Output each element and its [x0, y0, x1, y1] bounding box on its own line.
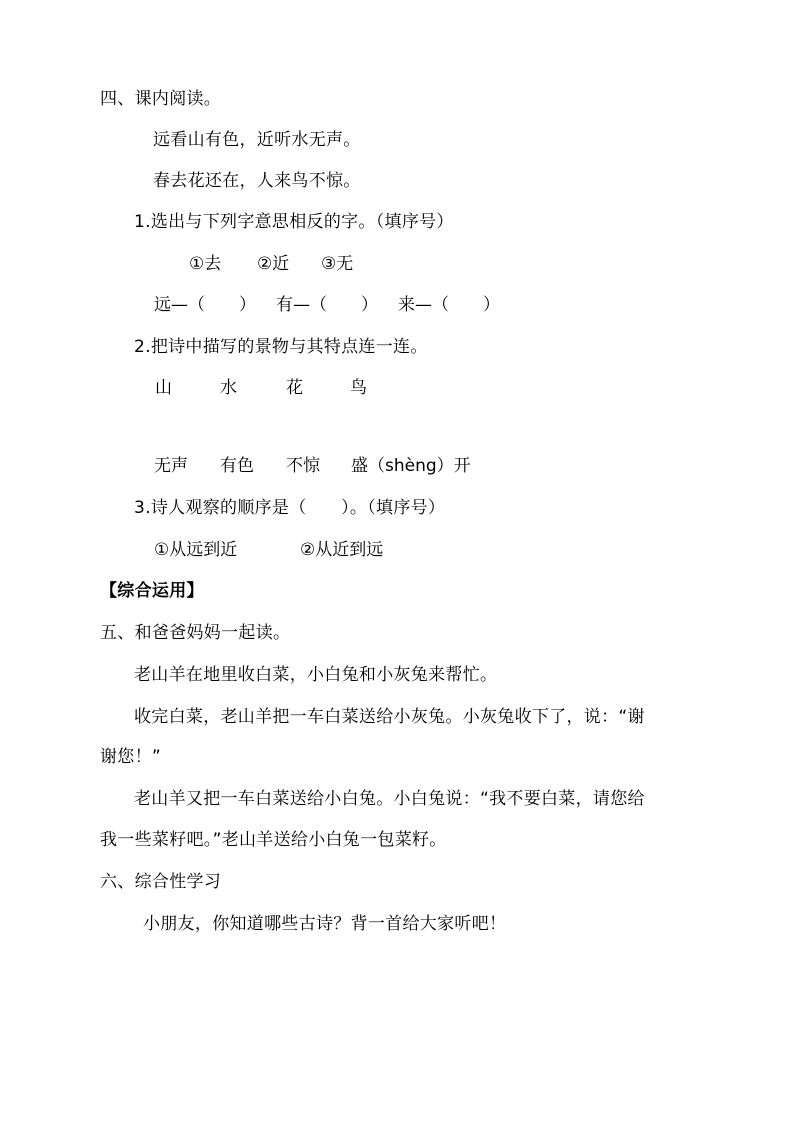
- section4-heading: 四、课内阅读。: [100, 89, 222, 109]
- q2-trait-2: 有色: [220, 456, 254, 476]
- q2-trait-1: 无声: [154, 456, 188, 476]
- q2-thing-mountain: 山: [155, 378, 172, 398]
- section5-heading: 五、和爸爸妈妈一起读。: [100, 623, 291, 643]
- q1-prompt: 1.选出与下列字意思相反的字。（填序号）: [134, 212, 454, 232]
- q1-blank-2[interactable]: 有—（ ）: [276, 295, 378, 315]
- q2-trait-4: 盛（shèng）开: [351, 456, 471, 476]
- q3-option-2: ②从近到远: [300, 540, 384, 560]
- q2-trait-3: 不惊: [286, 456, 320, 476]
- q2-thing-water: 水: [220, 378, 237, 398]
- q1-option-3: ③无: [321, 254, 354, 274]
- section6-text: 小朋友，你知道哪些古诗？背一首给大家听吧！: [143, 914, 507, 934]
- poem-line-1: 远看山有色，近听水无声。: [153, 130, 361, 150]
- q2-thing-flower: 花: [286, 378, 303, 398]
- poem-line-2: 春去花还在，人来鸟不惊。: [153, 171, 361, 191]
- q1-blank-1[interactable]: 远—（ ）: [154, 295, 256, 315]
- category-heading: 【综合运用】: [100, 581, 204, 601]
- story-line-5: 我一些菜籽吧。”老山羊送给小白兔一包菜籽。: [100, 830, 447, 850]
- q1-option-1: ①去: [189, 254, 222, 274]
- q2-prompt: 2.把诗中描写的景物与其特点连一连。: [134, 337, 428, 357]
- story-line-1: 老山羊在地里收白菜，小白兔和小灰兔来帮忙。: [134, 665, 498, 685]
- story-line-4: 老山羊又把一车白菜送给小白兔。小白兔说：“我不要白菜，请您给: [134, 789, 645, 809]
- q1-option-2: ②近: [257, 254, 290, 274]
- q2-thing-bird: 鸟: [350, 378, 367, 398]
- q3-option-1: ①从远到近: [154, 540, 238, 560]
- q1-blank-3[interactable]: 来—（ ）: [398, 295, 500, 315]
- q3-prompt: 3.诗人观察的顺序是（ ）。（填序号）: [134, 498, 446, 518]
- section6-heading: 六、综合性学习: [100, 872, 222, 892]
- story-line-3: 谢您！”: [100, 747, 162, 767]
- story-line-2: 收完白菜，老山羊把一车白菜送给小灰兔。小灰兔收下了，说：“谢: [134, 707, 645, 727]
